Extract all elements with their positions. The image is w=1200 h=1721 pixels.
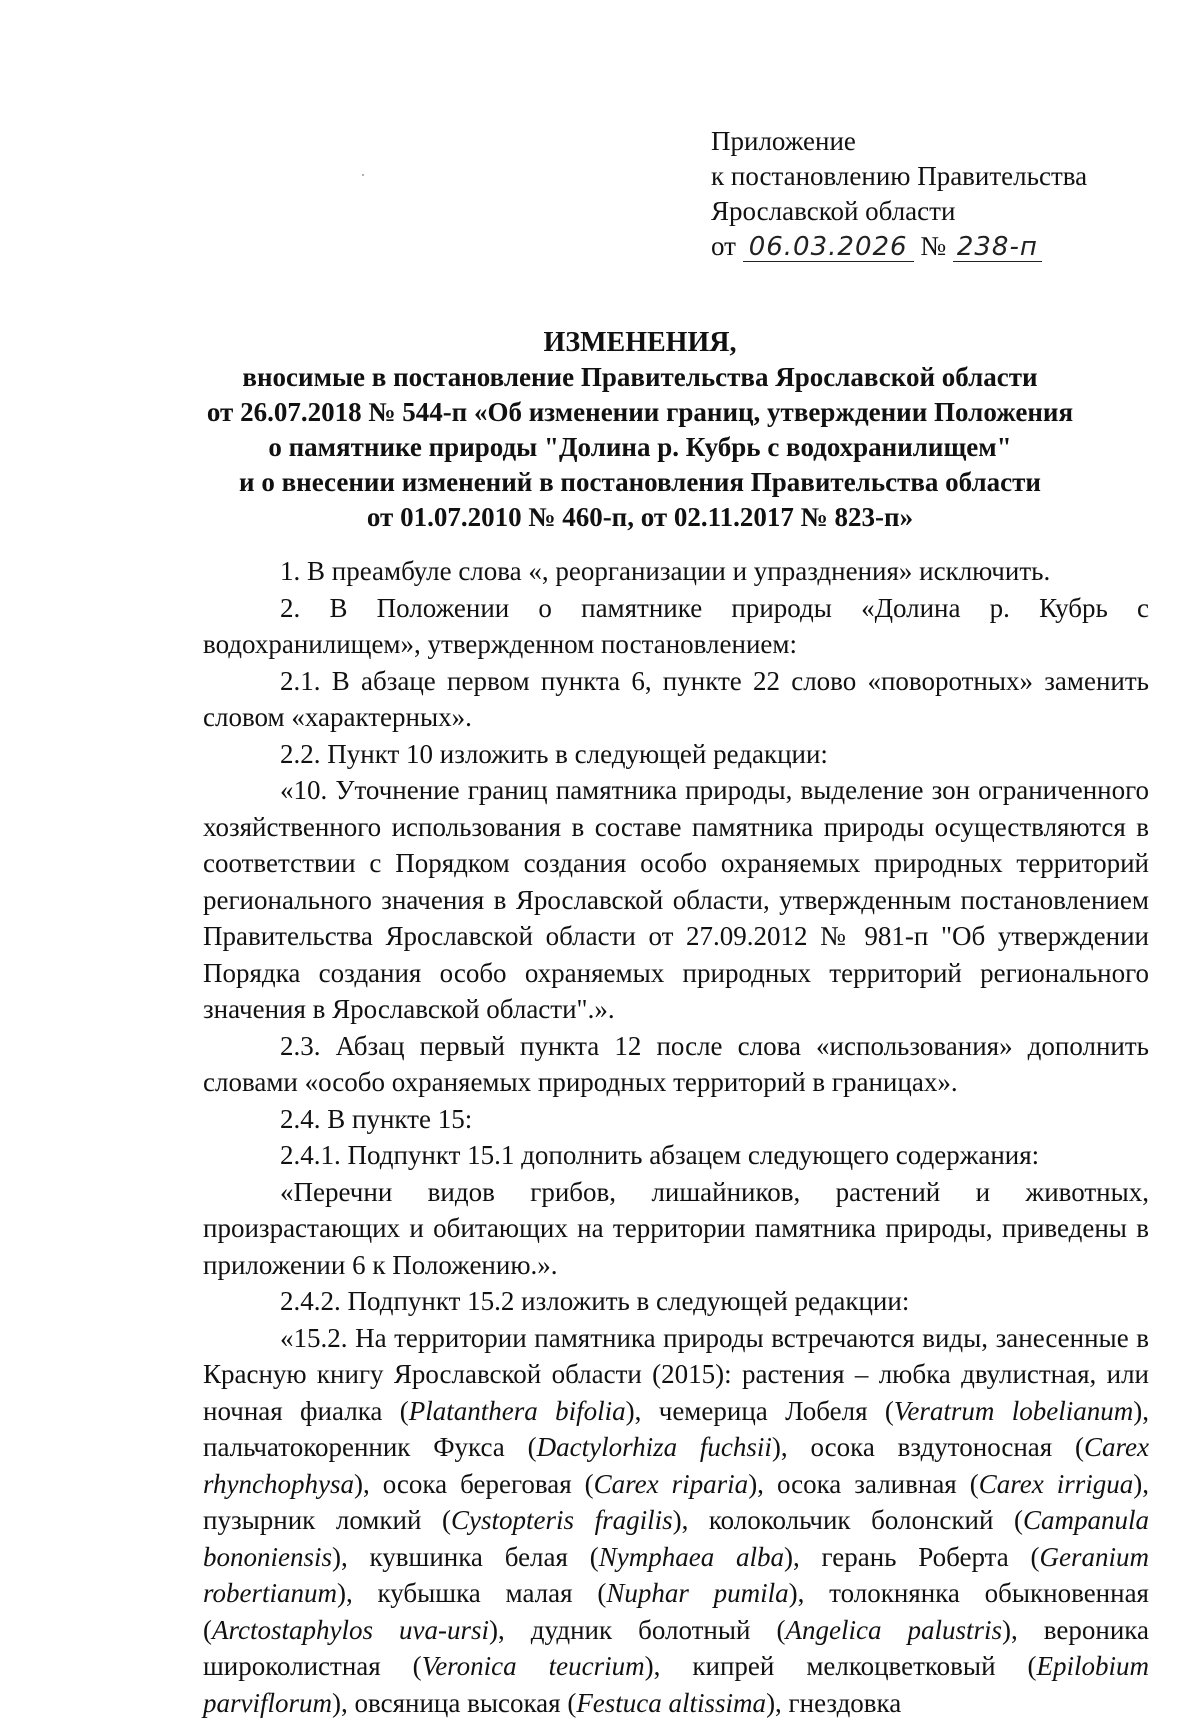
species-name: Veratrum lobelianum	[894, 1396, 1133, 1426]
species-name: Nuphar pumila	[606, 1578, 788, 1608]
text-segment: ), осока заливная (	[748, 1469, 979, 1499]
paragraph-2-2: 2.2. Пункт 10 изложить в следующей редакции:	[203, 736, 1149, 773]
species-name: Arctostaphylos uva-ursi	[212, 1615, 489, 1645]
paragraph-point-10: «10. Уточнение границ памятника природы, выделение зон ограниченного хозяйственного использования в составе памятника природы осуществляются в соответствии с Порядком создания особо охраняемых природных территорий регионального значения в Ярославской области, утвержденным постановлением Правительства Ярославской области от 27.09.2012 № 981-п "Об утверждении Порядка создания особо охраняемых природных территорий регионального значения в Ярославской области".».	[203, 772, 1149, 1028]
title-line-3: о памятнике природы "Долина р. Кубрь с водохранилищем"	[150, 430, 1130, 465]
paragraph-15-2	[203, 1320, 1149, 1721]
species-name: Carex irrigua	[979, 1469, 1134, 1499]
text-segment: ), осока вздутоносная (	[772, 1432, 1084, 1462]
text-segment: ), толокнянка обыкновенная (	[203, 1578, 1149, 1645]
text-segment: ), овсяница высокая (	[332, 1688, 576, 1718]
title-line-2: от 26.07.2018 № 544-п «Об изменении границ, утверждении Положения	[150, 395, 1130, 430]
title-line-1: вносимые в постановление Правительства Ярославской области	[150, 360, 1130, 395]
species-name: Cystopteris fragilis	[451, 1505, 673, 1535]
title-line-5: от 01.07.2010 № 460-п, от 02.11.2017 № 823-п»	[150, 500, 1130, 535]
handwritten-number: 238-п	[953, 233, 1042, 262]
appendix-header	[711, 124, 1131, 264]
species-name: Angelica palustris	[786, 1615, 1003, 1645]
paragraph-2-3: 2.3. Абзац первый пункта 12 после слова «использования» дополнить словами «особо охраняемых природных территорий в границах».	[203, 1028, 1149, 1101]
appendix-line-1: Приложение	[711, 124, 1131, 159]
species-name: Nymphaea alba	[599, 1542, 784, 1572]
text-segment: ), пузырник ломкий (	[203, 1469, 1149, 1536]
text-segment: ), гнездовка	[766, 1688, 901, 1718]
text-segment: ), пальчатокоренник Фукса (	[203, 1396, 1149, 1463]
paragraph-2-4-1: 2.4.1. Подпункт 15.1 дополнить абзацем следующего содержания:	[203, 1137, 1149, 1174]
paragraph-1: 1. В преамбуле слова «, реорганизации и упразднения» исключить.	[203, 553, 1149, 590]
scan-speck	[362, 174, 364, 176]
from-label: от	[711, 231, 736, 261]
paragraph-lists-note: «Перечни видов грибов, лишайников, растений и животных, произрастающих и обитающих на территории памятника природы, приведены в приложении 6 к Положению.».	[203, 1174, 1149, 1284]
number-label: №	[920, 231, 946, 261]
appendix-line-2: к постановлению Правительства	[711, 159, 1131, 194]
species-name: Carex riparia	[594, 1469, 749, 1499]
text-segment: ), вероника широколистная (	[203, 1615, 1149, 1682]
paragraph-2-4-2: 2.4.2. Подпункт 15.2 изложить в следующей редакции:	[203, 1283, 1149, 1320]
paragraph-2: 2. В Положении о памятнике природы «Долина р. Кубрь с водохранилищем», утвержденном постановлением:	[203, 590, 1149, 663]
text-segment: ), кувшинка белая (	[332, 1542, 599, 1572]
paragraph-2-4: 2.4. В пункте 15:	[203, 1101, 1149, 1138]
text-segment: ), кипрей мелкоцветковый (	[645, 1651, 1037, 1681]
appendix-date-number-line	[711, 229, 1131, 264]
species-name: Veronica teucrium	[422, 1651, 645, 1681]
text-segment: ), кубышка малая (	[337, 1578, 606, 1608]
title-line-4: и о внесении изменений в постановления Правительства области	[150, 465, 1130, 500]
species-name: Platanthera bifolia	[409, 1396, 626, 1426]
species-name: Dactylorhiza fuchsii	[537, 1432, 772, 1462]
paragraph-2-1: 2.1. В абзаце первом пункта 6, пункте 22 слово «поворотных» заменить словом «характерных».	[203, 663, 1149, 736]
document-body	[203, 553, 1149, 1721]
species-name: Geranium robertianum	[203, 1542, 1149, 1609]
text-segment: «15.2. На территории памятника природы встречаются виды, занесенные в Красную книгу Ярославской области (2015): растения – любка двулистная, или ночная фиалка (	[203, 1323, 1149, 1426]
text-segment: ), герань Роберта (	[784, 1542, 1040, 1572]
text-segment: ), колокольчик болонский (	[673, 1505, 1023, 1535]
species-name: Campanula bononiensis	[203, 1505, 1149, 1572]
species-name: Epilobium parviflorum	[203, 1651, 1149, 1718]
appendix-line-3: Ярославской области	[711, 194, 1131, 229]
handwritten-date: 06.03.2026	[743, 233, 914, 262]
species-name: Festuca altissima	[576, 1688, 766, 1718]
text-segment: ), осока береговая (	[354, 1469, 594, 1499]
document-title	[150, 325, 1130, 535]
text-segment: ), дудник болотный (	[489, 1615, 785, 1645]
title-main: ИЗМЕНЕНИЯ,	[150, 325, 1130, 360]
species-name: Carex rhynchophysa	[203, 1432, 1149, 1499]
text-segment: ), чемерица Лобеля (	[626, 1396, 894, 1426]
